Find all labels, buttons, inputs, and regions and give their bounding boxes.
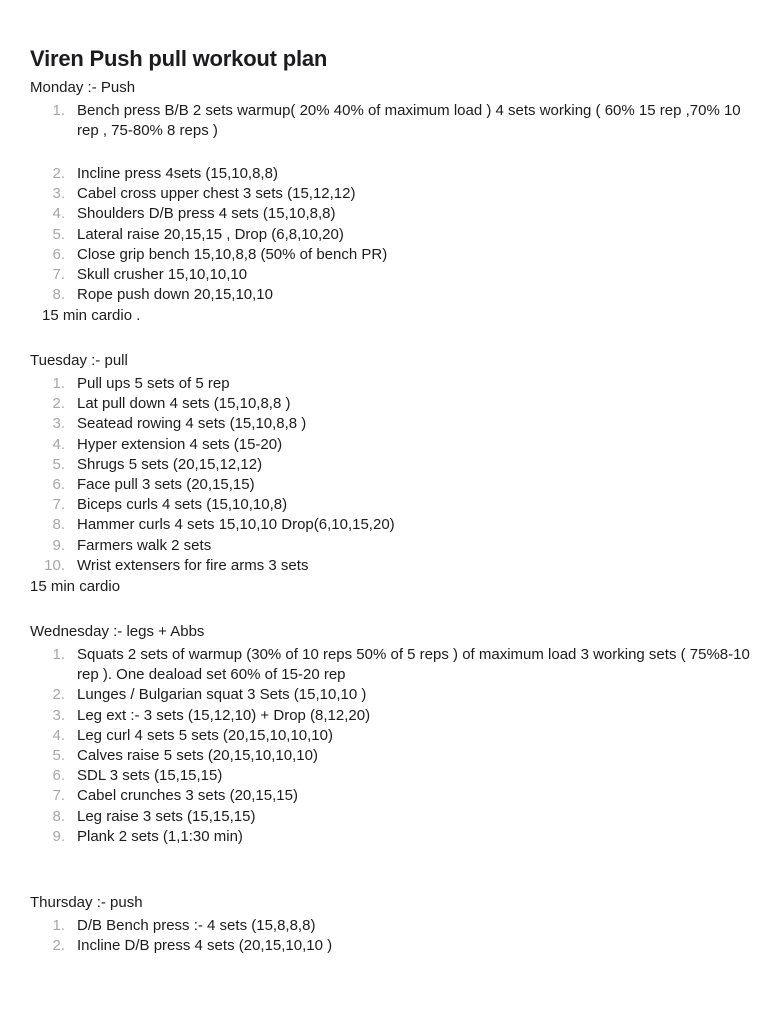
day-heading-wednesday: Wednesday :- legs + Abbs (30, 623, 205, 640)
item-number: 6. (52, 245, 65, 263)
item-text: Lunges / Bulgarian squat 3 Sets (15,10,10 ) (77, 686, 367, 704)
item-number: 2. (52, 937, 65, 955)
item-number: 5. (52, 225, 65, 243)
cardio-note-tuesday: 15 min cardio (30, 578, 121, 595)
item-number: 3. (52, 415, 65, 433)
list-item (30, 936, 750, 956)
day-heading-monday: Monday :- Push (30, 79, 136, 96)
list-item (30, 225, 750, 245)
list-item (30, 515, 750, 535)
item-text: Shrugs 5 sets (20,15,12,12) (77, 455, 263, 473)
item-text: Bench press B/B 2 sets warmup( 20% 40% of maximum load ) 4 sets working ( 60% 15 rep ,70% 10 rep , 75-80% 8 reps ) (77, 102, 741, 140)
list-item (30, 475, 750, 495)
list-item (30, 435, 750, 455)
item-text: Wrist extensers for fire arms 3 sets (77, 556, 309, 574)
list-item (30, 807, 750, 827)
item-text: Seatead rowing 4 sets (15,10,8,8 ) (77, 415, 307, 433)
list-item (30, 536, 750, 556)
item-text: Lateral raise 20,15,15 , Drop (6,8,10,20) (77, 225, 344, 243)
list-item (30, 245, 750, 265)
item-text: Calves raise 5 sets (20,15,10,10,10) (77, 747, 318, 765)
item-text: Leg ext :- 3 sets (15,12,10) + Drop (8,12,20) (77, 706, 371, 724)
list-item (30, 184, 750, 204)
list-item (30, 414, 750, 434)
list-item (30, 455, 750, 475)
list-item (30, 265, 750, 285)
item-text: Incline D/B press 4 sets (20,15,10,10 ) (77, 937, 333, 955)
item-text: Cabel crunches 3 sets (20,15,15) (77, 787, 298, 805)
item-number: 8. (52, 286, 65, 304)
list-item (30, 685, 750, 705)
item-number: 6. (52, 767, 65, 785)
item-text: Biceps curls 4 sets (15,10,10,8) (77, 496, 288, 514)
item-text: Rope push down 20,15,10,10 (77, 286, 273, 304)
list-wednesday (30, 645, 750, 847)
list-item (30, 766, 750, 786)
list-item (30, 204, 750, 224)
item-text: Face pull 3 sets (20,15,15) (77, 476, 255, 494)
list-item (30, 394, 750, 414)
list-item (30, 827, 750, 847)
day-heading-tuesday: Tuesday :- pull (30, 352, 128, 369)
item-number: 9. (52, 536, 65, 554)
list-monday-part1 (30, 101, 750, 141)
item-text: Lat pull down 4 sets (15,10,8,8 ) (77, 395, 291, 413)
item-number: 5. (52, 747, 65, 765)
item-text: Shoulders D/B press 4 sets (15,10,8,8) (77, 205, 336, 223)
list-item (30, 101, 750, 141)
item-number: 8. (52, 516, 65, 534)
list-item (30, 556, 750, 576)
item-text: Skull crusher 15,10,10,10 (77, 266, 248, 284)
page-title: Viren Push pull workout plan (30, 46, 328, 71)
item-text: Close grip bench 15,10,8,8 (50% of bench PR) (77, 245, 388, 263)
item-number: 4. (52, 435, 65, 453)
item-number: 1. (52, 375, 65, 392)
item-number: 6. (52, 476, 65, 494)
item-text: Plank 2 sets (1,1:30 min) (77, 827, 243, 845)
item-number: 4. (52, 726, 65, 744)
list-item (30, 164, 750, 184)
list-item (30, 374, 750, 394)
item-text: Farmers walk 2 sets (77, 536, 212, 554)
item-number: 1. (52, 646, 65, 663)
list-item (30, 916, 750, 936)
item-number: 7. (52, 787, 65, 805)
item-number: 2. (52, 165, 65, 182)
list-monday-part2 (30, 164, 750, 305)
item-text: Leg raise 3 sets (15,15,15) (77, 807, 256, 825)
item-number: 5. (52, 455, 65, 473)
item-number: 10. (44, 556, 65, 574)
item-number: 1. (52, 917, 65, 934)
list-item (30, 495, 750, 515)
item-number: 8. (52, 807, 65, 825)
item-text: Squats 2 sets of warmup (30% of 10 reps 50% of 5 reps ) of maximum load 3 working sets ( 75%8-10 rep ). One deaload set 60% of 15-20 rep (77, 646, 750, 684)
list-item (30, 726, 750, 746)
item-number: 2. (52, 395, 65, 413)
list-thursday (30, 916, 750, 956)
item-number: 9. (52, 827, 65, 845)
list-item (30, 285, 750, 305)
item-number: 4. (52, 205, 65, 223)
item-text: Pull ups 5 sets of 5 rep (77, 375, 230, 392)
list-tuesday (30, 374, 750, 576)
item-text: D/B Bench press :- 4 sets (15,8,8,8) (77, 917, 316, 934)
item-text: Leg curl 4 sets 5 sets (20,15,10,10,10) (77, 726, 333, 744)
list-item (30, 706, 750, 726)
item-text: Incline press 4sets (15,10,8,8) (77, 165, 278, 182)
item-text: SDL 3 sets (15,15,15) (77, 767, 223, 785)
item-number: 7. (52, 266, 65, 284)
item-number: 2. (52, 686, 65, 704)
item-text: Cabel cross upper chest 3 sets (15,12,12) (77, 185, 356, 203)
item-number: 7. (52, 496, 65, 514)
item-number: 3. (52, 706, 65, 724)
item-text: Hammer curls 4 sets 15,10,10 Drop(6,10,15,20) (77, 516, 395, 534)
list-item (30, 645, 750, 685)
item-number: 3. (52, 185, 65, 203)
day-heading-thursday: Thursday :- push (30, 894, 143, 911)
item-text: Hyper extension 4 sets (15-20) (77, 435, 283, 453)
list-item (30, 786, 750, 806)
list-item (30, 746, 750, 766)
item-number: 1. (52, 102, 65, 119)
cardio-note-monday: 15 min cardio . (42, 307, 141, 324)
